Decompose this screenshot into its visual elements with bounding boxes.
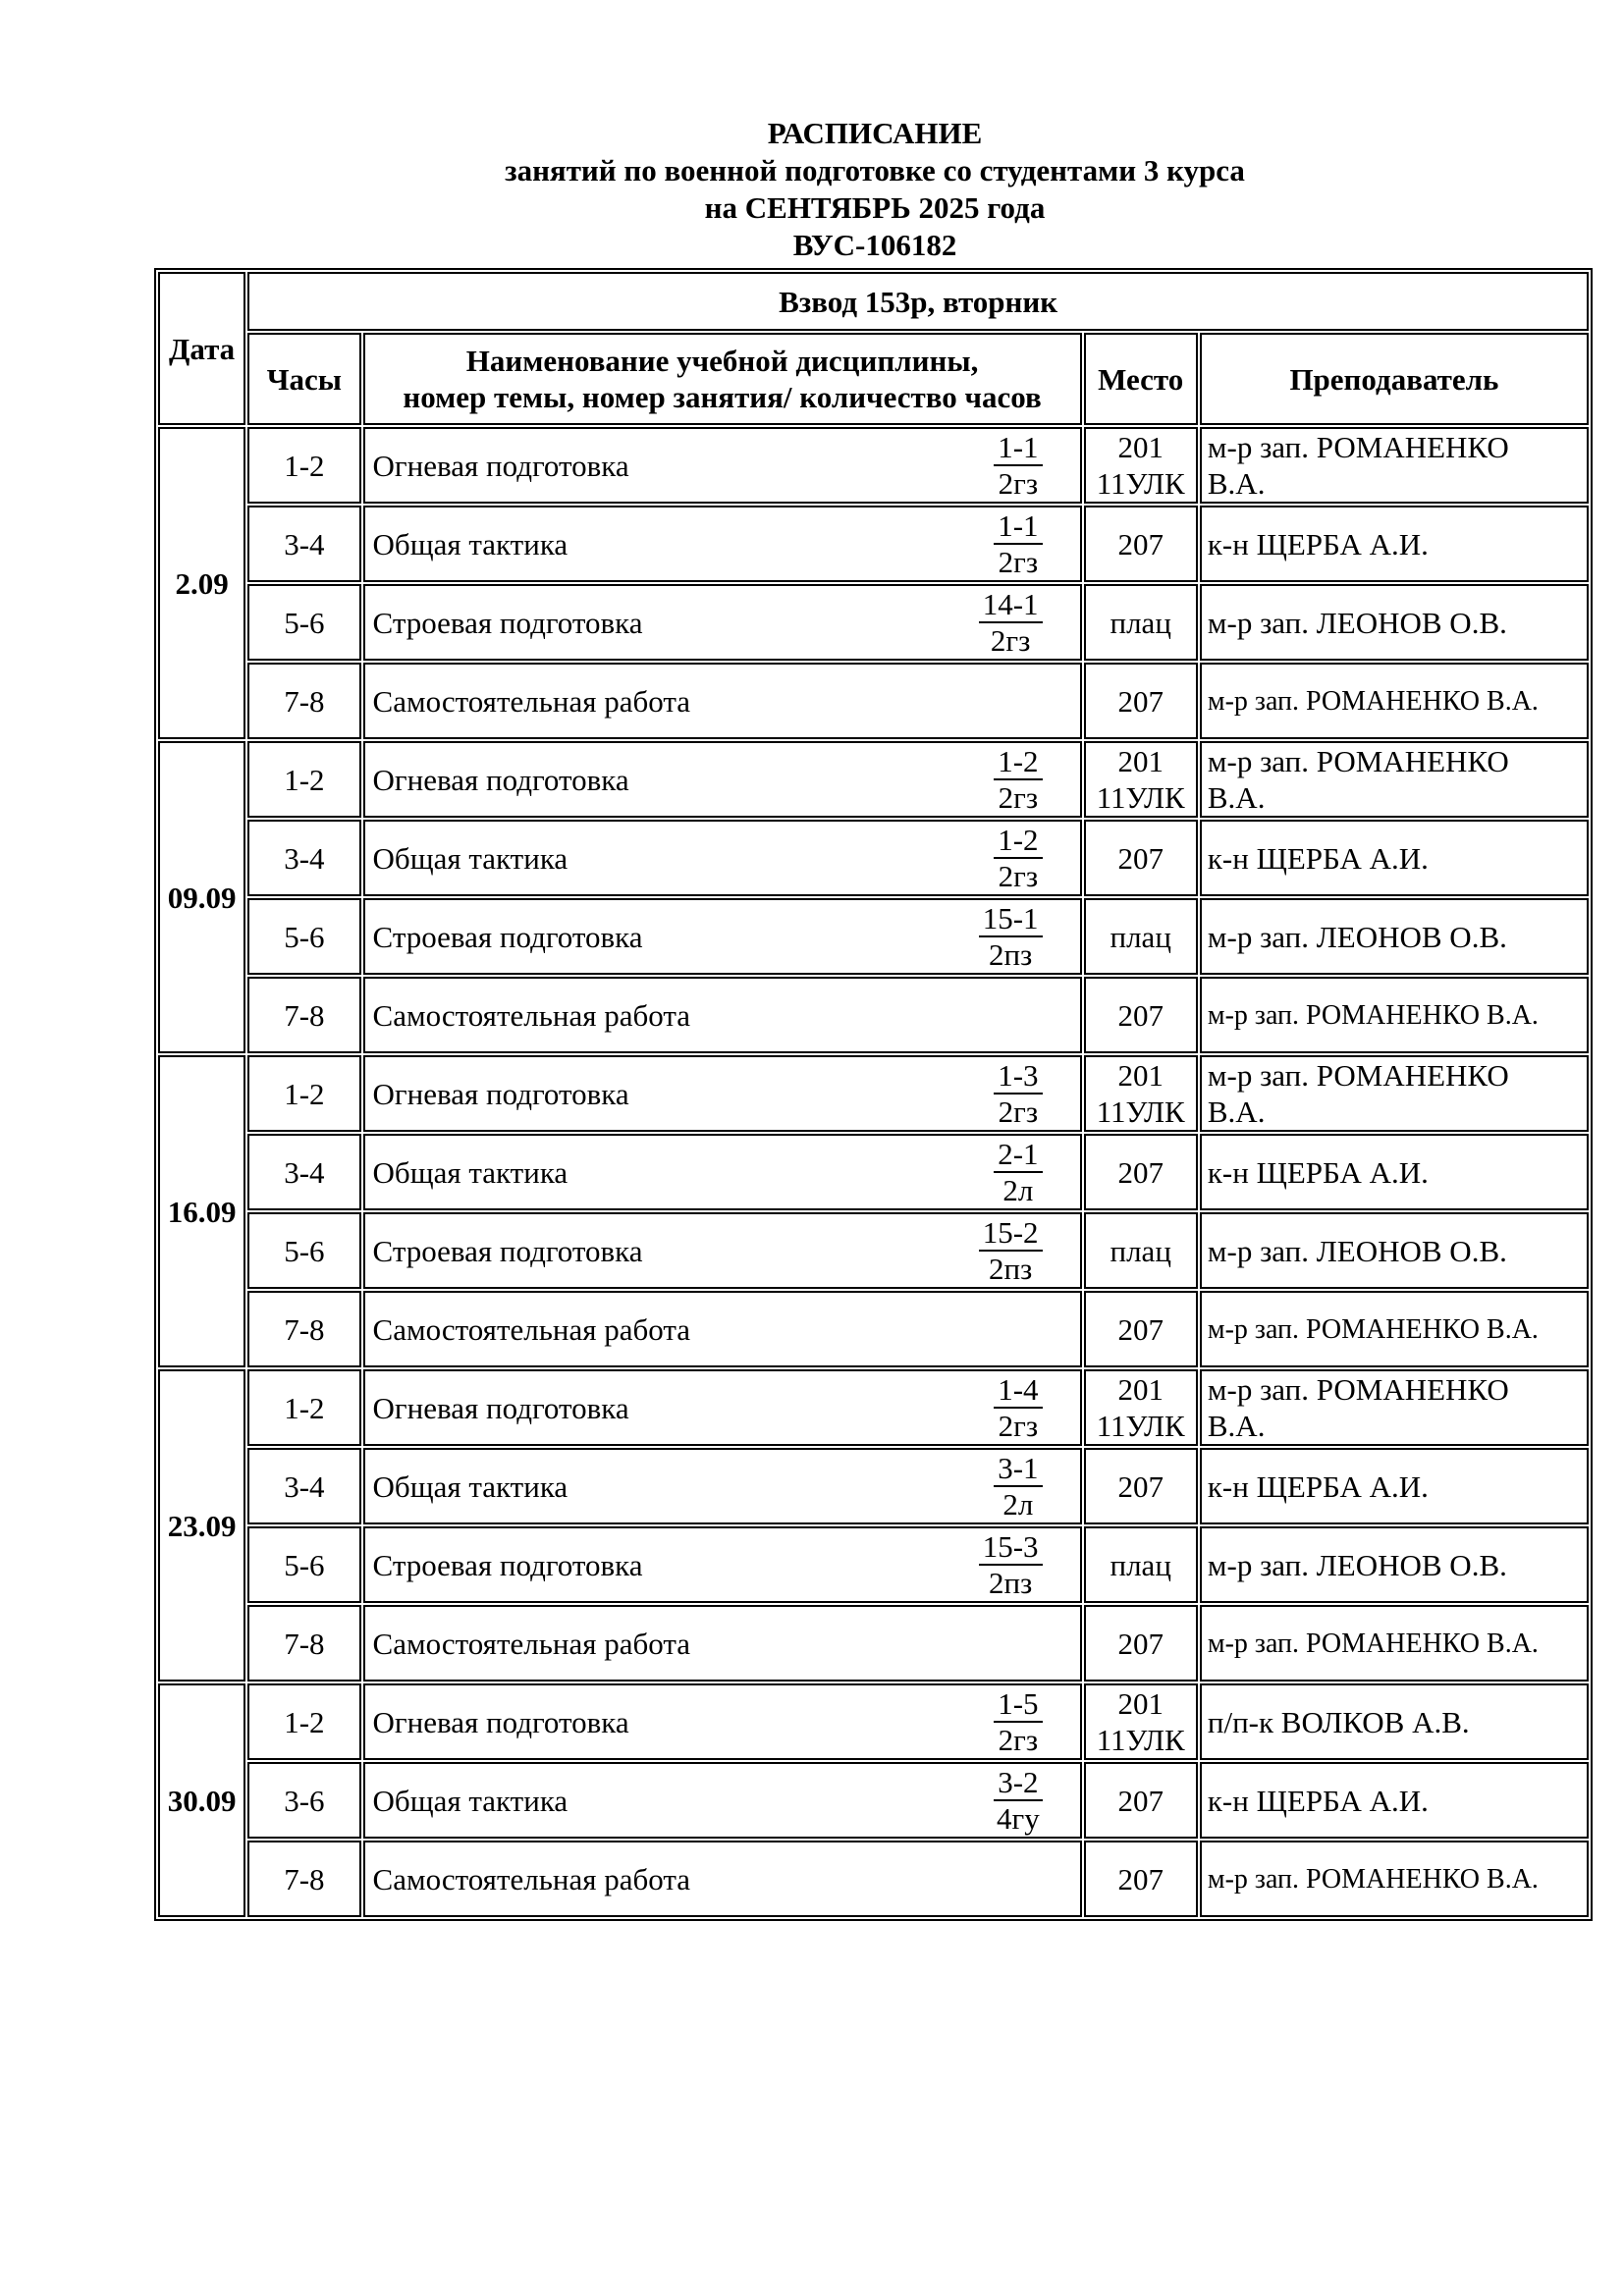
topic-fraction	[994, 1137, 1042, 1207]
teacher-cell	[1200, 1448, 1589, 1524]
document-period: на СЕНТЯБРЬ 2025 года	[704, 190, 1046, 225]
teacher-initials: В.А.	[1207, 1095, 1266, 1129]
topic-number: 2-1	[994, 1137, 1042, 1173]
header-place: Место	[1084, 333, 1198, 425]
topic-fraction	[994, 744, 1042, 815]
topic-fraction	[994, 1686, 1042, 1757]
table-row	[158, 898, 1589, 975]
place-room: 201	[1117, 1372, 1164, 1407]
teacher-cell	[1200, 1134, 1589, 1210]
place-room: 207	[1117, 526, 1164, 561]
place-cell	[1084, 1841, 1198, 1917]
table-row	[158, 977, 1589, 1053]
table-row	[158, 1055, 1589, 1132]
place-building: 11УЛК	[1096, 1723, 1185, 1757]
discipline-cell	[363, 584, 1082, 661]
header-discipline-line1: Наименование учебной дисциплины,	[465, 344, 979, 378]
place-cell	[1084, 741, 1198, 818]
place-room: 201	[1117, 1686, 1164, 1721]
discipline-name: Общая тактика	[372, 1154, 568, 1190]
discipline-name: Строевая подготовка	[372, 1547, 643, 1582]
hours-cell: 1-2	[247, 741, 360, 818]
hours-cell: 3-4	[247, 1134, 360, 1210]
topic-number: 1-1	[994, 430, 1042, 466]
teacher-name: м-р зап. ЛЕОНОВ О.В.	[1207, 919, 1507, 954]
lesson-hours-type: 2пз	[988, 1566, 1033, 1600]
header-discipline-line2: номер темы, номер занятия/ количество часов	[403, 380, 1042, 414]
hours-cell: 1-2	[247, 427, 360, 504]
discipline-name: Строевая подготовка	[372, 919, 643, 954]
topic-fraction	[994, 1058, 1042, 1129]
teacher-name: м-р зап. РОМАНЕНКО В.А.	[1207, 1628, 1539, 1659]
teacher-cell	[1200, 1291, 1589, 1367]
teacher-cell	[1200, 1841, 1589, 1917]
topic-fraction	[994, 1765, 1042, 1836]
place-cell	[1084, 1605, 1198, 1682]
hours-cell: 7-8	[247, 1605, 360, 1682]
place-room: 207	[1117, 1861, 1164, 1896]
discipline-cell	[363, 663, 1082, 739]
lesson-hours-type: 2гз	[998, 780, 1039, 815]
lesson-hours-type: 2гз	[990, 623, 1031, 658]
teacher-cell	[1200, 1605, 1589, 1682]
hours-cell: 3-4	[247, 1448, 360, 1524]
topic-fraction	[994, 823, 1042, 893]
place-cell	[1084, 1369, 1198, 1446]
place-room: плац	[1110, 1233, 1171, 1268]
place-room: 201	[1117, 744, 1164, 778]
table-row	[158, 1683, 1589, 1760]
date-cell: 16.09	[158, 1055, 245, 1367]
discipline-cell	[363, 1055, 1082, 1132]
lesson-hours-type: 2л	[1002, 1173, 1034, 1207]
place-cell	[1084, 898, 1198, 975]
place-building: 11УЛК	[1096, 1409, 1185, 1443]
hours-cell: 5-6	[247, 1526, 360, 1603]
hours-cell: 1-2	[247, 1369, 360, 1446]
teacher-cell	[1200, 1055, 1589, 1132]
lesson-hours-type: 2гз	[998, 466, 1039, 501]
topic-number: 1-2	[994, 744, 1042, 780]
teacher-cell	[1200, 898, 1589, 975]
discipline-name: Общая тактика	[372, 840, 568, 876]
teacher-name: к-н ЩЕРБА А.И.	[1207, 526, 1429, 561]
place-room: плац	[1110, 605, 1171, 640]
teacher-cell	[1200, 820, 1589, 896]
topic-number: 1-2	[994, 823, 1042, 859]
teacher-name: м-р зап. ЛЕОНОВ О.В.	[1207, 1233, 1507, 1268]
topic-fraction	[994, 508, 1042, 579]
place-cell	[1084, 584, 1198, 661]
table-row	[158, 820, 1589, 896]
teacher-name: м-р зап. ЛЕОНОВ О.В.	[1207, 1547, 1507, 1582]
place-room: 207	[1117, 1626, 1164, 1661]
topic-number: 1-1	[994, 508, 1042, 545]
lesson-hours-type: 2пз	[988, 937, 1033, 972]
discipline-cell	[363, 1369, 1082, 1446]
table-row	[158, 1212, 1589, 1289]
hours-cell: 7-8	[247, 1291, 360, 1367]
date-cell: 30.09	[158, 1683, 245, 1917]
place-building: 11УЛК	[1096, 466, 1185, 501]
discipline-cell	[363, 741, 1082, 818]
topic-fraction	[979, 587, 1043, 658]
table-row	[158, 1134, 1589, 1210]
header-hours: Часы	[247, 333, 360, 425]
date-cell: 2.09	[158, 427, 245, 739]
discipline-name: Самостоятельная работа	[372, 1311, 691, 1347]
place-cell	[1084, 1448, 1198, 1524]
place-room: 207	[1117, 683, 1164, 719]
topic-number: 14-1	[979, 587, 1043, 623]
table-row	[158, 1526, 1589, 1603]
teacher-name: м-р зап. РОМАНЕНКО	[1207, 1372, 1509, 1407]
header-platoon: Взвод 153р, вторник	[247, 272, 1589, 331]
place-cell	[1084, 820, 1198, 896]
hours-cell: 7-8	[247, 663, 360, 739]
table-row	[158, 663, 1589, 739]
hours-cell: 1-2	[247, 1683, 360, 1760]
discipline-cell	[363, 1212, 1082, 1289]
place-building: 11УЛК	[1096, 780, 1185, 815]
place-cell	[1084, 1683, 1198, 1760]
discipline-cell	[363, 1448, 1082, 1524]
place-cell	[1084, 427, 1198, 504]
teacher-cell	[1200, 584, 1589, 661]
discipline-cell	[363, 1526, 1082, 1603]
discipline-name: Строевая подготовка	[372, 1233, 643, 1268]
discipline-cell	[363, 427, 1082, 504]
table-row	[158, 1291, 1589, 1367]
teacher-name: к-н ЩЕРБА А.И.	[1207, 1783, 1429, 1818]
discipline-name: Огневая подготовка	[372, 762, 629, 797]
topic-number: 1-4	[994, 1372, 1042, 1409]
discipline-name: Самостоятельная работа	[372, 997, 691, 1033]
hours-cell: 3-6	[247, 1762, 360, 1839]
hours-cell: 3-4	[247, 820, 360, 896]
date-cell: 09.09	[158, 741, 245, 1053]
teacher-cell	[1200, 1369, 1589, 1446]
place-room: плац	[1110, 1547, 1171, 1582]
teacher-cell	[1200, 1212, 1589, 1289]
lesson-hours-type: 2пз	[988, 1252, 1033, 1286]
discipline-cell	[363, 820, 1082, 896]
table-row	[158, 741, 1589, 818]
teacher-name: м-р зап. РОМАНЕНКО	[1207, 1058, 1509, 1093]
topic-fraction	[979, 901, 1043, 972]
discipline-cell	[363, 1762, 1082, 1839]
teacher-initials: В.А.	[1207, 780, 1266, 815]
discipline-name: Огневая подготовка	[372, 1704, 629, 1739]
document-header	[0, 115, 1624, 264]
place-room: 207	[1117, 1783, 1164, 1818]
topic-number: 1-5	[994, 1686, 1042, 1723]
schedule-body	[158, 427, 1589, 1917]
discipline-name: Огневая подготовка	[372, 1390, 629, 1425]
topic-number: 15-1	[979, 901, 1043, 937]
place-cell	[1084, 977, 1198, 1053]
teacher-cell	[1200, 1526, 1589, 1603]
teacher-name: к-н ЩЕРБА А.И.	[1207, 1154, 1429, 1190]
hours-cell: 5-6	[247, 1212, 360, 1289]
place-room: 201	[1117, 1058, 1164, 1093]
teacher-name: к-н ЩЕРБА А.И.	[1207, 1468, 1429, 1504]
place-cell	[1084, 1134, 1198, 1210]
topic-number: 3-2	[994, 1765, 1042, 1801]
teacher-cell	[1200, 1762, 1589, 1839]
teacher-name: м-р зап. РОМАНЕНКО В.А.	[1207, 1313, 1539, 1345]
table-row	[158, 1762, 1589, 1839]
teacher-name: п/п-к ВОЛКОВ А.В.	[1207, 1704, 1470, 1739]
topic-number: 1-3	[994, 1058, 1042, 1095]
header-teacher: Преподаватель	[1200, 333, 1589, 425]
teacher-cell	[1200, 741, 1589, 818]
topic-fraction	[994, 1451, 1042, 1522]
hours-cell: 5-6	[247, 898, 360, 975]
teacher-initials: В.А.	[1207, 466, 1266, 501]
lesson-hours-type: 2гз	[998, 545, 1039, 579]
place-building: 11УЛК	[1096, 1095, 1185, 1129]
place-room: 207	[1117, 840, 1164, 876]
table-row	[158, 1369, 1589, 1446]
header-date: Дата	[158, 272, 245, 425]
hours-cell: 5-6	[247, 584, 360, 661]
topic-fraction	[979, 1529, 1043, 1600]
discipline-name: Огневая подготовка	[372, 448, 629, 483]
discipline-cell	[363, 506, 1082, 582]
place-cell	[1084, 1526, 1198, 1603]
place-room: плац	[1110, 919, 1171, 954]
teacher-cell	[1200, 1683, 1589, 1760]
discipline-cell	[363, 1134, 1082, 1210]
teacher-name: м-р зап. ЛЕОНОВ О.В.	[1207, 605, 1507, 640]
hours-cell: 7-8	[247, 977, 360, 1053]
place-cell	[1084, 1055, 1198, 1132]
topic-fraction	[979, 1215, 1043, 1286]
table-row	[158, 1605, 1589, 1682]
teacher-name: м-р зап. РОМАНЕНКО В.А.	[1207, 1863, 1539, 1895]
discipline-name: Огневая подготовка	[372, 1076, 629, 1111]
teacher-cell	[1200, 427, 1589, 504]
teacher-initials: В.А.	[1207, 1409, 1266, 1443]
topic-fraction	[994, 1372, 1042, 1443]
discipline-cell	[363, 1683, 1082, 1760]
place-room: 207	[1117, 1311, 1164, 1347]
document-title: РАСПИСАНИЕ	[767, 116, 983, 150]
place-cell	[1084, 1291, 1198, 1367]
place-room: 207	[1117, 997, 1164, 1033]
discipline-name: Самостоятельная работа	[372, 683, 691, 719]
hours-cell: 1-2	[247, 1055, 360, 1132]
discipline-name: Строевая подготовка	[372, 605, 643, 640]
place-room: 207	[1117, 1468, 1164, 1504]
table-row	[158, 584, 1589, 661]
topic-number: 3-1	[994, 1451, 1042, 1487]
document-code: ВУС-106182	[792, 228, 957, 262]
discipline-name: Самостоятельная работа	[372, 1861, 691, 1896]
discipline-cell	[363, 898, 1082, 975]
discipline-cell	[363, 1841, 1082, 1917]
discipline-name: Общая тактика	[372, 1783, 568, 1818]
topic-number: 15-3	[979, 1529, 1043, 1566]
place-cell	[1084, 1762, 1198, 1839]
lesson-hours-type: 2гз	[998, 1095, 1039, 1129]
place-room: 207	[1117, 1154, 1164, 1190]
teacher-cell	[1200, 506, 1589, 582]
discipline-name: Общая тактика	[372, 526, 568, 561]
discipline-cell	[363, 977, 1082, 1053]
place-cell	[1084, 663, 1198, 739]
discipline-cell	[363, 1605, 1082, 1682]
document-subtitle: занятий по военной подготовке со студентами 3 курса	[505, 153, 1245, 187]
teacher-name: м-р зап. РОМАНЕНКО В.А.	[1207, 999, 1539, 1031]
teacher-name: м-р зап. РОМАНЕНКО	[1207, 430, 1509, 464]
discipline-cell	[363, 1291, 1082, 1367]
schedule-table	[154, 268, 1593, 1921]
lesson-hours-type: 2гз	[998, 1409, 1039, 1443]
lesson-hours-type: 2гз	[998, 859, 1039, 893]
topic-number: 15-2	[979, 1215, 1043, 1252]
place-room: 201	[1117, 430, 1164, 464]
hours-cell: 7-8	[247, 1841, 360, 1917]
lesson-hours-type: 2л	[1002, 1487, 1034, 1522]
lesson-hours-type: 4гу	[997, 1801, 1040, 1836]
header-discipline	[363, 333, 1082, 425]
place-cell	[1084, 1212, 1198, 1289]
lesson-hours-type: 2гз	[998, 1723, 1039, 1757]
teacher-name: к-н ЩЕРБА А.И.	[1207, 840, 1429, 876]
discipline-name: Общая тактика	[372, 1468, 568, 1504]
discipline-name: Самостоятельная работа	[372, 1626, 691, 1661]
table-row	[158, 506, 1589, 582]
teacher-name: м-р зап. РОМАНЕНКО В.А.	[1207, 685, 1539, 717]
topic-fraction	[994, 430, 1042, 501]
table-row	[158, 1841, 1589, 1917]
place-cell	[1084, 506, 1198, 582]
teacher-name: м-р зап. РОМАНЕНКО	[1207, 744, 1509, 778]
table-row	[158, 427, 1589, 504]
hours-cell: 3-4	[247, 506, 360, 582]
table-row	[158, 1448, 1589, 1524]
date-cell: 23.09	[158, 1369, 245, 1682]
teacher-cell	[1200, 977, 1589, 1053]
teacher-cell	[1200, 663, 1589, 739]
